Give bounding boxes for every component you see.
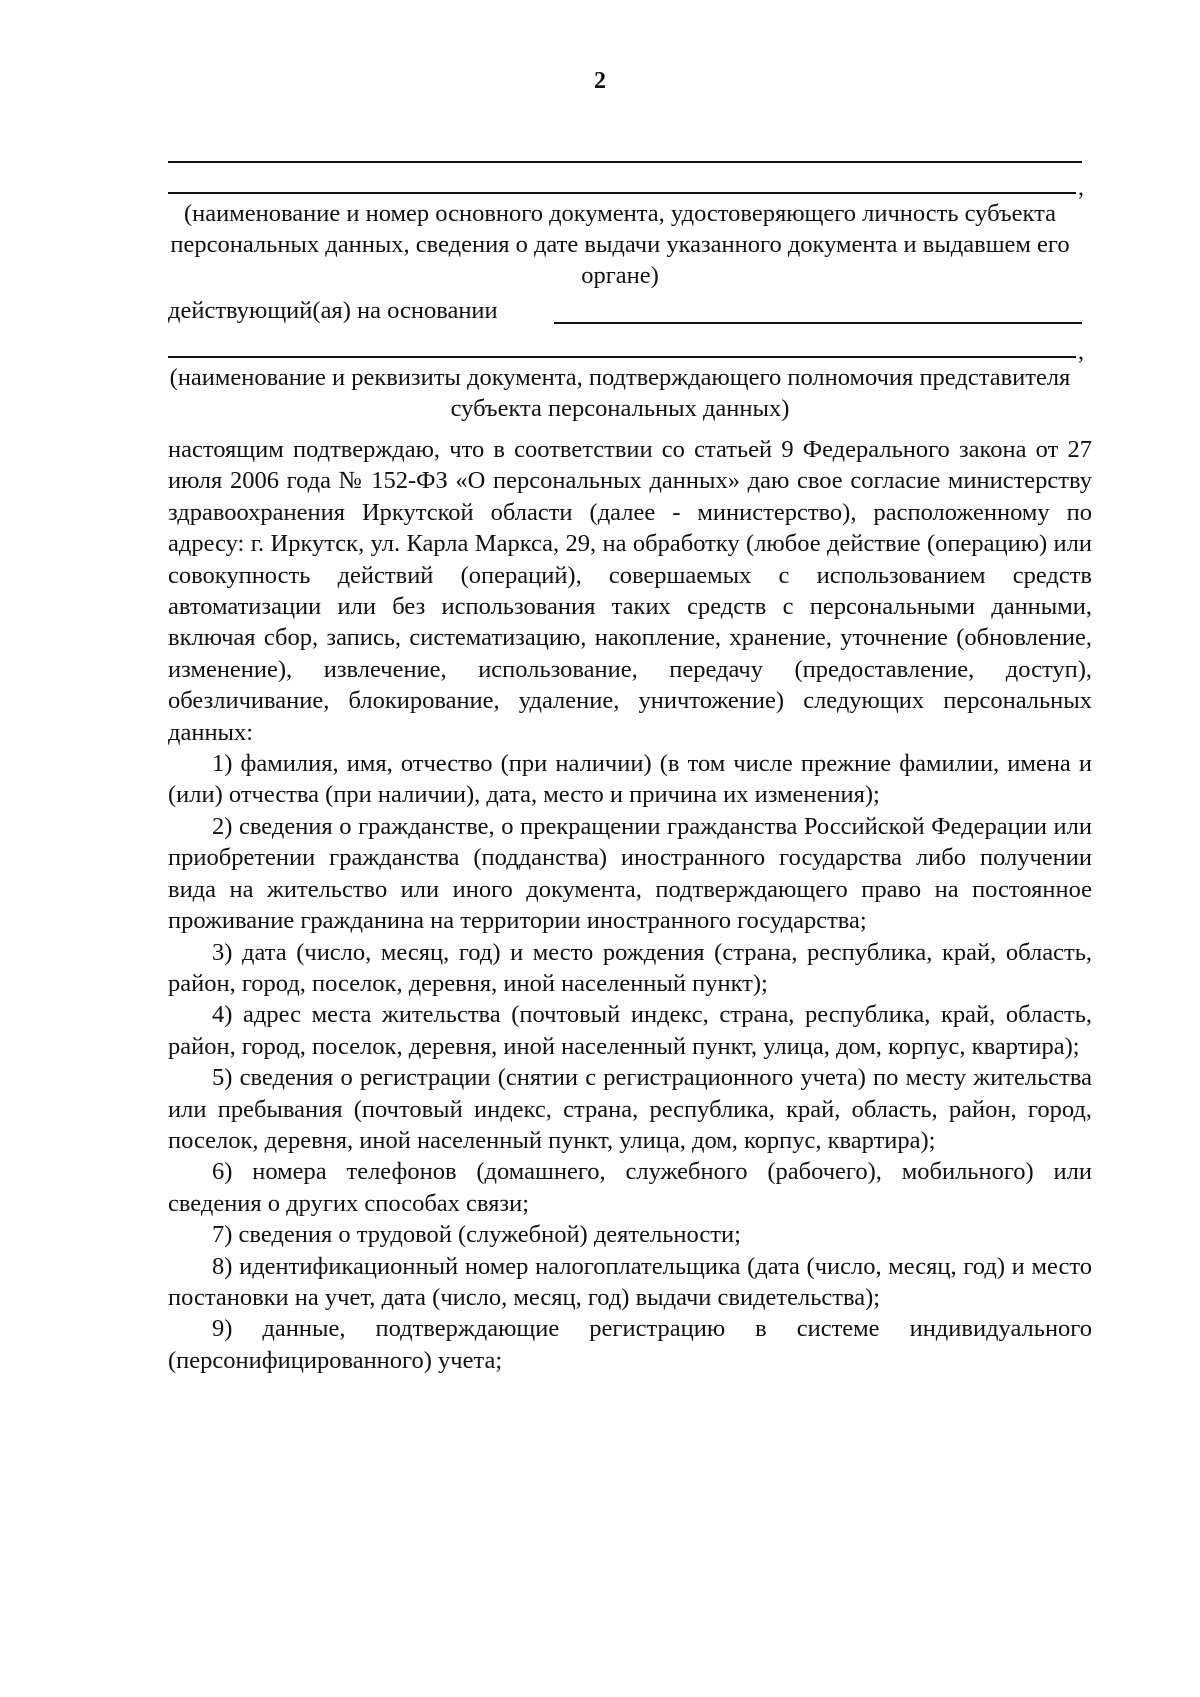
page-number: 2: [594, 68, 606, 94]
list-item: 5) сведения о регистрации (снятии с регистрационного учета) по месту жительства или пребывания (почтовый индекс, страна, республика, край, область, район, город, поселок, деревня, иной населенный пункт, улица, дом, корпус, квартира);: [168, 1064, 1092, 1154]
list-item: 9) данные, подтверждающие регистрацию в системе индивидуального (персонифицированного) учета;: [168, 1315, 1092, 1374]
list-item: 3) дата (число, месяц, год) и место рождения (страна, республика, край, область, район, город, поселок, деревня, иной населенный пункт);: [168, 938, 1092, 997]
basis-blank-line: [554, 322, 1082, 324]
list-item: 2) сведения о гражданстве, о прекращении гражданства Российской Федерации или приобретении гражданства (подданства) иностранного государства либо получении вида на жительство или иного документа, подтверждающего право на постоянное проживание гражданина на территории иностранного государства;: [168, 812, 1092, 935]
list-item: 7) сведения о трудовой (служебной) деятельности;: [212, 1221, 741, 1249]
consent-body: [168, 434, 1092, 1376]
list-item: 6) номера телефонов (домашнего, служебного (рабочего), мобильного) или сведения о других способах связи;: [168, 1158, 1092, 1217]
basis-label: действующий(ая) на основании: [168, 297, 498, 324]
intro-paragraph: настоящим подтверждаю, что в соответствии со статьей 9 Федерального закона от 27 июля 2006 года № 152-ФЗ «О персональных данных» даю свое согласие министерству здравоохранения Иркутской области (далее - министерство), расположенному по адресу: г. Иркутск, ул. Карла Маркса, 29, на обработку (любое действие (операцию) или совокупность действий (операций), совершаемых с использованием средств автоматизации или без использования таких средств с персональными данными, включая сбор, запись, систематизацию, накопление, хранение, уточнение (обновление, изменение), извлечение, использование, передачу (предоставление, доступ), обезличивание, блокирование, удаление, уничтожение) следующих персональных данных:: [168, 436, 1092, 746]
identity-document-caption: (наименование и номер основного документа, удостоверяющего личность субъекта персональных данных, сведения о дате выдачи указанного документа и выдавшем его органе): [170, 200, 1070, 289]
basis-row: [168, 297, 498, 325]
identity-blank-line-2: [168, 192, 1076, 194]
authority-line-comma: ,: [1078, 339, 1084, 365]
list-item: 8) идентификационный номер налогоплательщика (дата (число, месяц, год) и место постановки на учет, дата (число, месяц, год) выдачи свидетельства);: [168, 1252, 1092, 1311]
authority-blank-line: [168, 356, 1076, 358]
list-item: 1) фамилия, имя, отчество (при наличии) (в том числе прежние фамилии, имена и (или) отчества (при наличии), дата, место и причина их изменения);: [168, 750, 1092, 809]
list-item: 4) адрес места жительства (почтовый индекс, страна, республика, край, область, район, город, поселок, деревня, иной населенный пункт, улица, дом, корпус, квартира);: [168, 1001, 1092, 1060]
identity-line-comma: ,: [1078, 175, 1084, 201]
identity-blank-line-1: [168, 161, 1082, 163]
authority-document-caption: (наименование и реквизиты документа, подтверждающего полномочия представителя субъекта персональных данных): [169, 364, 1071, 422]
